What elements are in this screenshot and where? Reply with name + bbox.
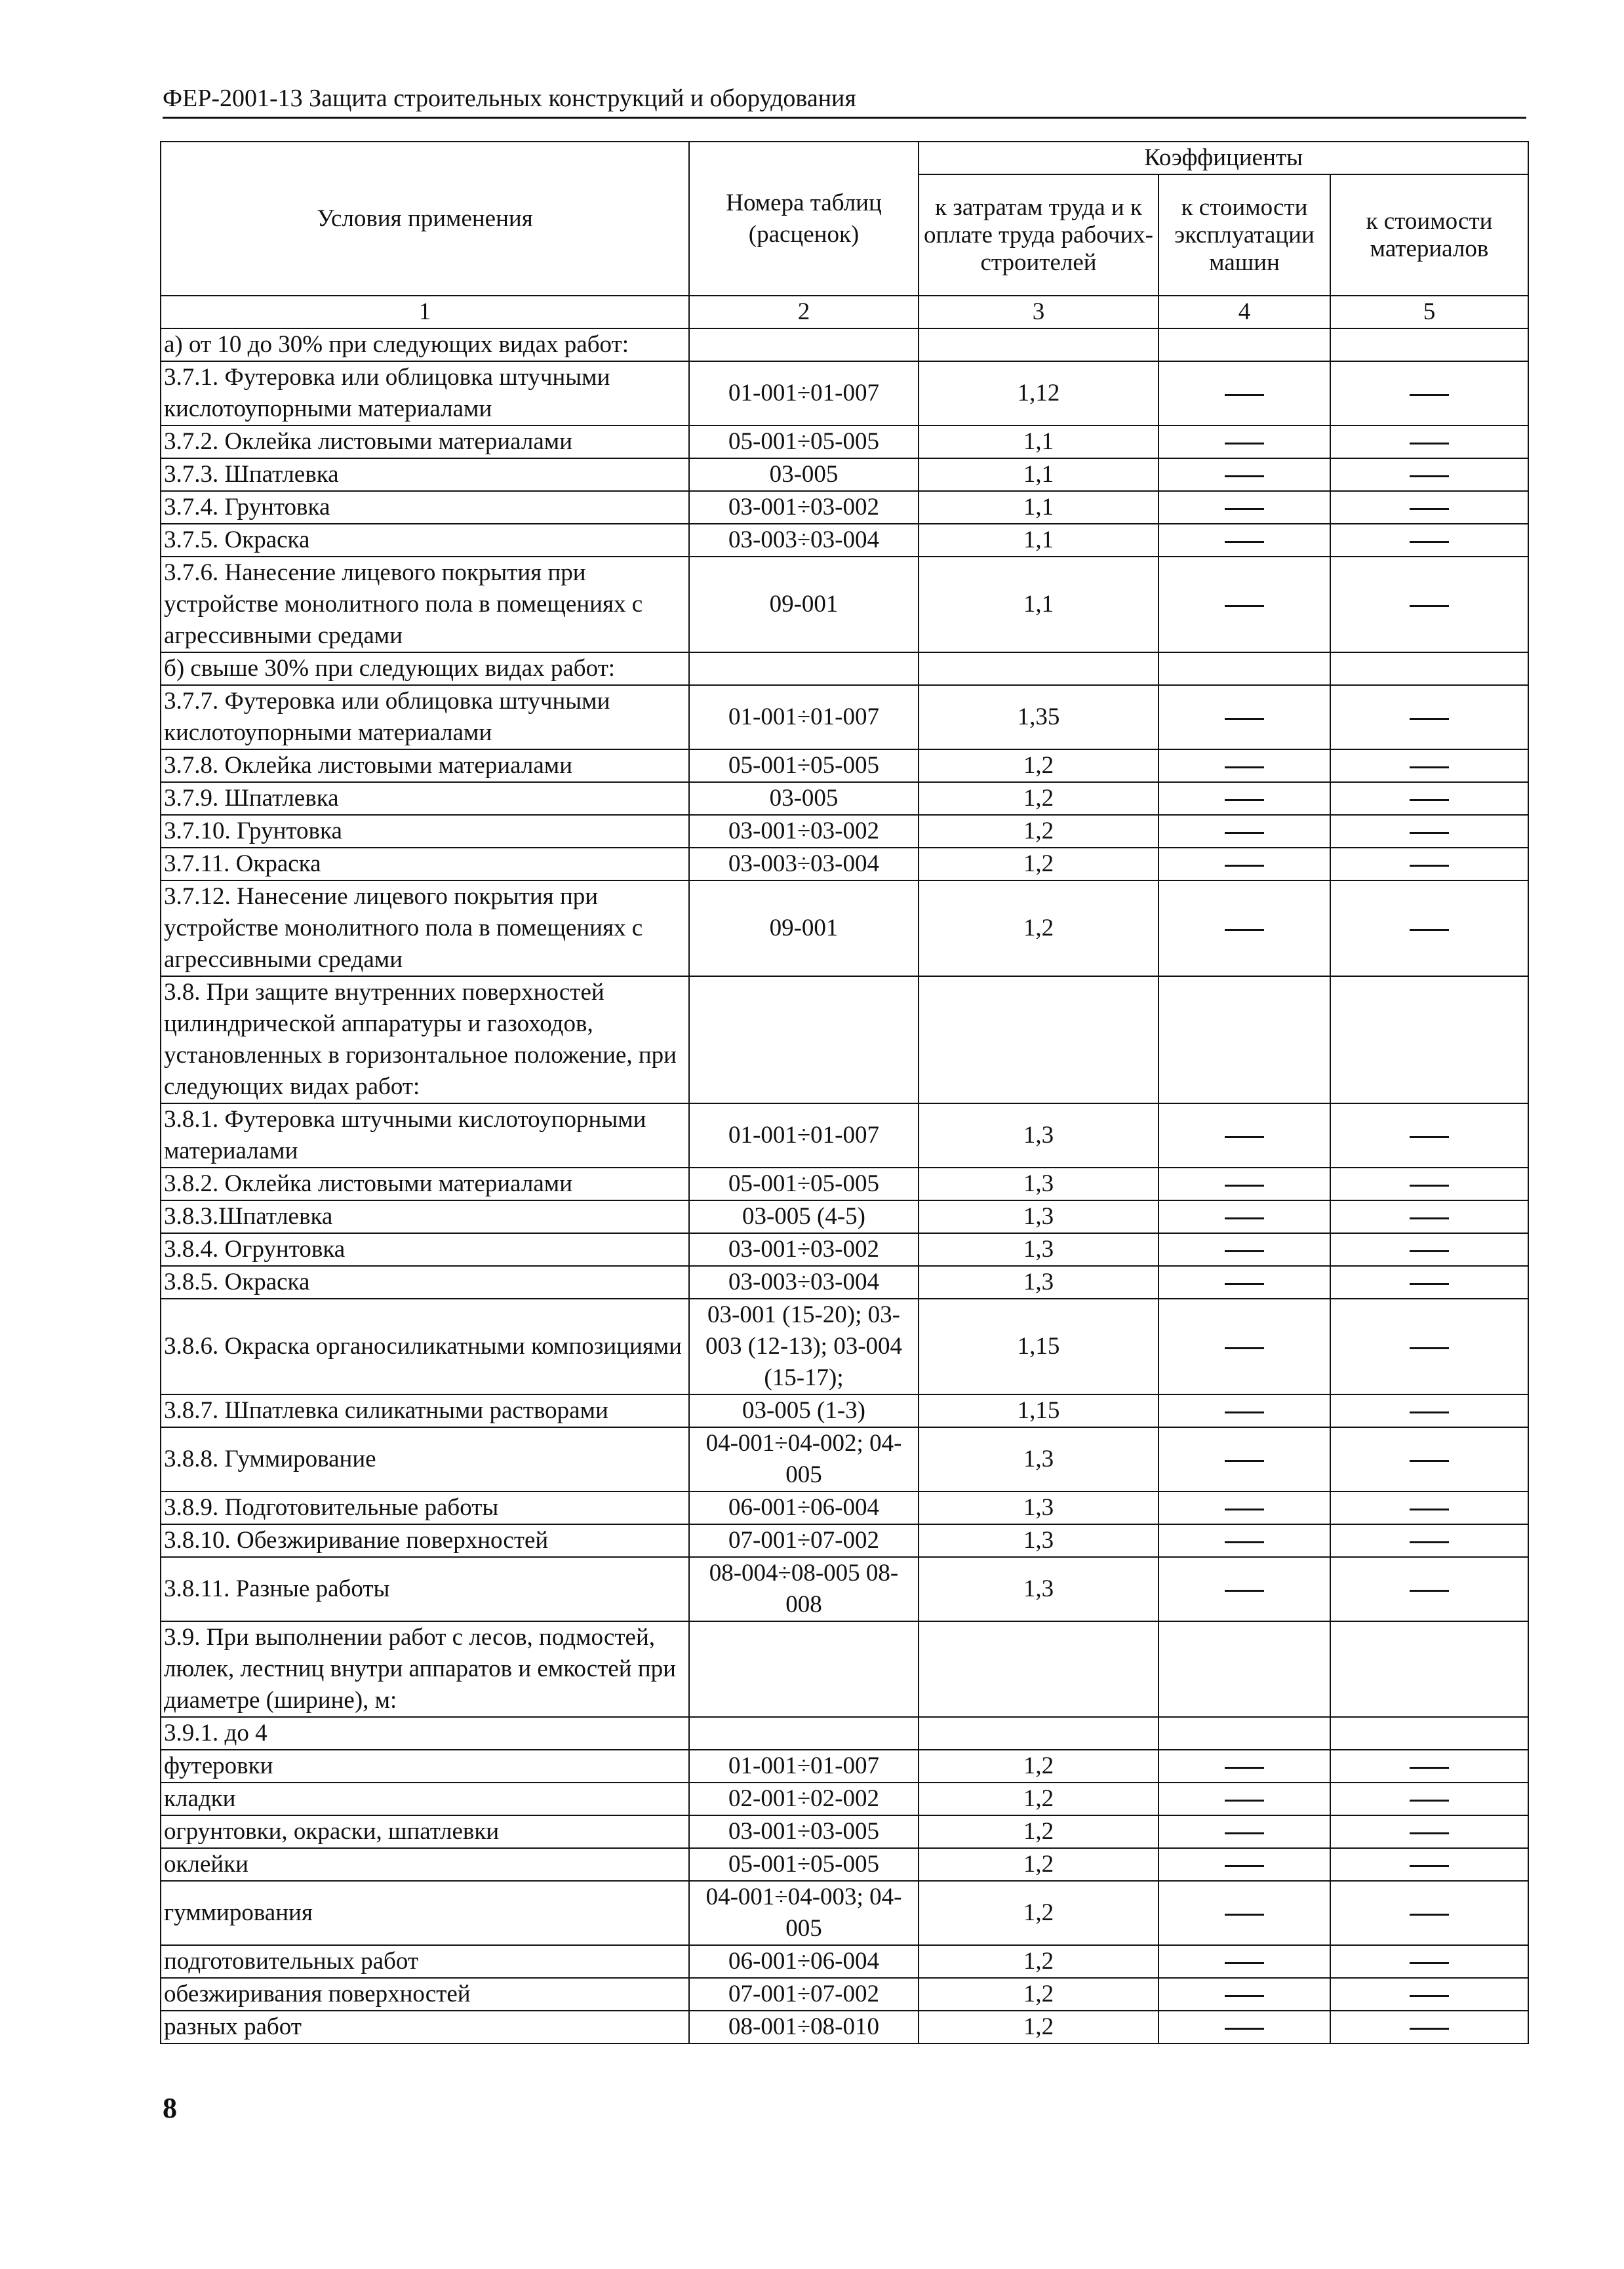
dash-mark xyxy=(1410,1136,1449,1138)
dash-mark xyxy=(1410,443,1449,444)
dash-mark xyxy=(1225,718,1264,720)
dash-mark xyxy=(1225,1347,1264,1349)
condition-cell: 3.7.4. Грунтовка xyxy=(161,491,689,524)
machines-coefficient-cell xyxy=(1159,1168,1330,1200)
col-number: 1 xyxy=(161,296,689,328)
col-number: 4 xyxy=(1159,296,1330,328)
header-coefficients: Коэффициенты xyxy=(919,142,1528,174)
condition-cell: 3.7.6. Нанесение лицевого покрытия при устройстве монолитного пола в помещениях с агрессивными средами xyxy=(161,557,689,652)
labor-coefficient-cell: 1,12 xyxy=(919,361,1159,425)
materials-coefficient-cell xyxy=(1330,2011,1528,2043)
machines-coefficient-cell xyxy=(1159,749,1330,782)
table-row xyxy=(161,491,1528,524)
labor-coefficient-cell: 1,2 xyxy=(919,848,1159,880)
tables-cell: 09-001 xyxy=(689,557,919,652)
tables-cell: 03-003÷03-004 xyxy=(689,848,919,880)
tables-cell: 05-001÷05-005 xyxy=(689,1168,919,1200)
table-row xyxy=(161,1299,1528,1394)
dash-mark xyxy=(1410,605,1449,607)
machines-coefficient-cell xyxy=(1159,1848,1330,1881)
tables-cell: 01-001÷01-007 xyxy=(689,361,919,425)
table-row xyxy=(161,1200,1528,1233)
tables-cell: 03-005 xyxy=(689,782,919,815)
condition-cell: кладки xyxy=(161,1783,689,1815)
dash-mark xyxy=(1225,1590,1264,1592)
labor-coefficient-cell: 1,2 xyxy=(919,1881,1159,1945)
tables-cell: 03-001÷03-002 xyxy=(689,491,919,524)
machines-coefficient-cell xyxy=(1159,1266,1330,1299)
machines-coefficient-cell xyxy=(1159,1750,1330,1783)
materials-coefficient-cell xyxy=(1330,685,1528,749)
dash-mark xyxy=(1410,1962,1449,1964)
condition-cell: 3.8. При защите внутренних поверхностей цилиндрической аппаратуры и газоходов, установленных в горизонтальное положение, при следующих видах работ: xyxy=(161,976,689,1103)
labor-coefficient-cell: 1,2 xyxy=(919,2011,1159,2043)
labor-coefficient-cell: 1,2 xyxy=(919,1848,1159,1881)
dash-mark xyxy=(1410,1347,1449,1349)
condition-cell: оклейки xyxy=(161,1848,689,1881)
table-row xyxy=(161,880,1528,976)
tables-cell: 01-001÷01-007 xyxy=(689,1750,919,1783)
page-number: 8 xyxy=(163,2092,177,2124)
header-materials: к стоимости материалов xyxy=(1330,174,1528,296)
materials-coefficient-cell xyxy=(1330,1266,1528,1299)
table-row xyxy=(161,458,1528,491)
dash-mark xyxy=(1410,1995,1449,1997)
table-row xyxy=(161,1394,1528,1427)
tables-cell: 03-005 xyxy=(689,458,919,491)
table-row xyxy=(161,1815,1528,1848)
labor-coefficient-cell: 1,3 xyxy=(919,1233,1159,1266)
table-row xyxy=(161,782,1528,815)
machines-coefficient-cell xyxy=(1159,782,1330,815)
table-row xyxy=(161,1881,1528,1945)
dash-mark xyxy=(1410,1865,1449,1867)
table-row xyxy=(161,2011,1528,2043)
condition-cell: гуммирования xyxy=(161,1881,689,1945)
tables-cell: 02-001÷02-002 xyxy=(689,1783,919,1815)
machines-coefficient-cell xyxy=(1159,685,1330,749)
labor-coefficient-cell: 1,15 xyxy=(919,1299,1159,1394)
header-machines: к стоимости эксплуатации машин xyxy=(1159,174,1330,296)
materials-coefficient-cell xyxy=(1330,848,1528,880)
table-row xyxy=(161,557,1528,652)
machines-coefficient-cell xyxy=(1159,1557,1330,1621)
tables-cell: 05-001÷05-005 xyxy=(689,425,919,458)
labor-coefficient-cell: 1,2 xyxy=(919,1978,1159,2011)
table-row xyxy=(161,1945,1528,1978)
labor-coefficient-cell: 1,2 xyxy=(919,1783,1159,1815)
table-row xyxy=(161,685,1528,749)
condition-cell: 3.8.10. Обезжиривание поверхностей xyxy=(161,1524,689,1557)
dash-mark xyxy=(1225,1460,1264,1462)
labor-coefficient-cell xyxy=(919,976,1159,1103)
table-row xyxy=(161,1491,1528,1524)
tables-cell xyxy=(689,1621,919,1717)
dash-mark xyxy=(1410,1509,1449,1510)
labor-coefficient-cell: 1,1 xyxy=(919,491,1159,524)
tables-cell: 06-001÷06-004 xyxy=(689,1945,919,1978)
labor-coefficient-cell: 1,3 xyxy=(919,1200,1159,1233)
materials-coefficient-cell xyxy=(1330,1621,1528,1717)
table-row xyxy=(161,976,1528,1103)
table-row xyxy=(161,1103,1528,1168)
col-number: 5 xyxy=(1330,296,1528,328)
materials-coefficient-cell xyxy=(1330,652,1528,685)
table-row xyxy=(161,425,1528,458)
materials-coefficient-cell xyxy=(1330,1848,1528,1881)
labor-coefficient-cell: 1,1 xyxy=(919,458,1159,491)
labor-coefficient-cell: 1,15 xyxy=(919,1394,1159,1427)
table-row xyxy=(161,1557,1528,1621)
dash-mark xyxy=(1410,541,1449,543)
materials-coefficient-cell xyxy=(1330,557,1528,652)
labor-coefficient-cell: 1,1 xyxy=(919,425,1159,458)
materials-coefficient-cell xyxy=(1330,815,1528,848)
condition-cell: 3.8.2. Оклейка листовыми материалами xyxy=(161,1168,689,1200)
dash-mark xyxy=(1410,1283,1449,1285)
materials-coefficient-cell xyxy=(1330,491,1528,524)
machines-coefficient-cell xyxy=(1159,652,1330,685)
materials-coefficient-cell xyxy=(1330,1299,1528,1394)
dash-mark xyxy=(1225,832,1264,834)
tables-cell: 04-001÷04-002; 04-005 xyxy=(689,1427,919,1491)
machines-coefficient-cell xyxy=(1159,1717,1330,1750)
machines-coefficient-cell xyxy=(1159,1427,1330,1491)
labor-coefficient-cell: 1,3 xyxy=(919,1266,1159,1299)
table-row xyxy=(161,1750,1528,1783)
dash-mark xyxy=(1225,865,1264,867)
condition-cell: 3.7.11. Окраска xyxy=(161,848,689,880)
dash-mark xyxy=(1225,1136,1264,1138)
dash-mark xyxy=(1225,1541,1264,1543)
dash-mark xyxy=(1410,1590,1449,1592)
materials-coefficient-cell xyxy=(1330,1491,1528,1524)
dash-mark xyxy=(1225,1832,1264,1834)
tables-cell: 03-003÷03-004 xyxy=(689,524,919,557)
machines-coefficient-cell xyxy=(1159,815,1330,848)
dash-mark xyxy=(1225,508,1264,510)
labor-coefficient-cell: 1,3 xyxy=(919,1491,1159,1524)
labor-coefficient-cell: 1,1 xyxy=(919,524,1159,557)
dash-mark xyxy=(1410,1250,1449,1252)
tables-cell: 01-001÷01-007 xyxy=(689,1103,919,1168)
table-row xyxy=(161,652,1528,685)
header-labor: к затратам труда и к оплате труда рабочих-строителей xyxy=(919,174,1159,296)
table-row xyxy=(161,1848,1528,1881)
labor-coefficient-cell: 1,3 xyxy=(919,1103,1159,1168)
labor-coefficient-cell: 1,3 xyxy=(919,1557,1159,1621)
tables-cell: 03-005 (4-5) xyxy=(689,1200,919,1233)
tables-cell: 04-001÷04-003; 04-005 xyxy=(689,1881,919,1945)
table-body xyxy=(161,328,1528,2043)
dash-mark xyxy=(1225,605,1264,607)
labor-coefficient-cell: 1,35 xyxy=(919,685,1159,749)
condition-cell: подготовительных работ xyxy=(161,1945,689,1978)
header-tables: Номера таблиц (расценок) xyxy=(689,142,919,296)
condition-cell: футеровки xyxy=(161,1750,689,1783)
machines-coefficient-cell xyxy=(1159,1103,1330,1168)
machines-coefficient-cell xyxy=(1159,880,1330,976)
condition-cell: 3.8.8. Гуммирование xyxy=(161,1427,689,1491)
condition-cell: 3.9.1. до 4 xyxy=(161,1717,689,1750)
machines-coefficient-cell xyxy=(1159,458,1330,491)
table-row xyxy=(161,848,1528,880)
labor-coefficient-cell: 1,2 xyxy=(919,815,1159,848)
dash-mark xyxy=(1410,2028,1449,2030)
table-row xyxy=(161,1524,1528,1557)
condition-cell: 3.8.3.Шпатлевка xyxy=(161,1200,689,1233)
materials-coefficient-cell xyxy=(1330,1945,1528,1978)
tables-cell xyxy=(689,976,919,1103)
tables-cell: 08-004÷08-005 08-008 xyxy=(689,1557,919,1621)
header-conditions: Условия применения xyxy=(161,142,689,296)
condition-cell: 3.8.6. Окраска органосиликатными композициями xyxy=(161,1299,689,1394)
table-row xyxy=(161,1233,1528,1266)
machines-coefficient-cell xyxy=(1159,1394,1330,1427)
machines-coefficient-cell xyxy=(1159,557,1330,652)
condition-cell: 3.8.11. Разные работы xyxy=(161,1557,689,1621)
dash-mark xyxy=(1410,1411,1449,1413)
condition-cell: 3.7.3. Шпатлевка xyxy=(161,458,689,491)
dash-mark xyxy=(1225,443,1264,444)
tables-cell xyxy=(689,652,919,685)
machines-coefficient-cell xyxy=(1159,524,1330,557)
materials-coefficient-cell xyxy=(1330,458,1528,491)
tables-cell: 06-001÷06-004 xyxy=(689,1491,919,1524)
dash-mark xyxy=(1225,541,1264,543)
dash-mark xyxy=(1225,1800,1264,1802)
condition-cell: 3.8.1. Футеровка штучными кислотоупорными материалами xyxy=(161,1103,689,1168)
condition-cell: 3.8.5. Окраска xyxy=(161,1266,689,1299)
machines-coefficient-cell xyxy=(1159,1621,1330,1717)
dash-mark xyxy=(1410,1460,1449,1462)
materials-coefficient-cell xyxy=(1330,1394,1528,1427)
materials-coefficient-cell xyxy=(1330,749,1528,782)
tables-cell: 07-001÷07-002 xyxy=(689,1978,919,2011)
dash-mark xyxy=(1410,1217,1449,1219)
dash-mark xyxy=(1410,475,1449,477)
condition-cell: 3.9. При выполнении работ с лесов, подмостей, люлек, лестниц внутри аппаратов и емкостей при диаметре (ширине), м: xyxy=(161,1621,689,1717)
dash-mark xyxy=(1225,1283,1264,1285)
table-row xyxy=(161,524,1528,557)
materials-coefficient-cell xyxy=(1330,782,1528,815)
machines-coefficient-cell xyxy=(1159,1881,1330,1945)
materials-coefficient-cell xyxy=(1330,1978,1528,2011)
page-header: ФЕР-2001-13 Защита строительных конструкций и оборудования xyxy=(163,84,1526,119)
materials-coefficient-cell xyxy=(1330,880,1528,976)
col-number: 2 xyxy=(689,296,919,328)
machines-coefficient-cell xyxy=(1159,1524,1330,1557)
materials-coefficient-cell xyxy=(1330,1815,1528,1848)
machines-coefficient-cell xyxy=(1159,848,1330,880)
tables-cell: 03-001÷03-005 xyxy=(689,1815,919,1848)
col-number: 3 xyxy=(919,296,1159,328)
machines-coefficient-cell xyxy=(1159,1978,1330,2011)
dash-mark xyxy=(1225,1767,1264,1769)
machines-coefficient-cell xyxy=(1159,1233,1330,1266)
materials-coefficient-cell xyxy=(1330,524,1528,557)
tables-cell xyxy=(689,1717,919,1750)
dash-mark xyxy=(1410,1541,1449,1543)
materials-coefficient-cell xyxy=(1330,1557,1528,1621)
dash-mark xyxy=(1225,1217,1264,1219)
materials-coefficient-cell xyxy=(1330,1168,1528,1200)
dash-mark xyxy=(1225,929,1264,931)
tables-cell: 03-003÷03-004 xyxy=(689,1266,919,1299)
dash-mark xyxy=(1225,799,1264,801)
dash-mark xyxy=(1410,929,1449,931)
materials-coefficient-cell xyxy=(1330,1233,1528,1266)
tables-cell: 03-005 (1-3) xyxy=(689,1394,919,1427)
labor-coefficient-cell: 1,2 xyxy=(919,1750,1159,1783)
machines-coefficient-cell xyxy=(1159,976,1330,1103)
dash-mark xyxy=(1410,718,1449,720)
condition-cell: обезжиривания поверхностей xyxy=(161,1978,689,2011)
dash-mark xyxy=(1410,394,1449,396)
materials-coefficient-cell xyxy=(1330,1200,1528,1233)
dash-mark xyxy=(1225,394,1264,396)
machines-coefficient-cell xyxy=(1159,1783,1330,1815)
condition-cell: 3.7.9. Шпатлевка xyxy=(161,782,689,815)
materials-coefficient-cell xyxy=(1330,1103,1528,1168)
materials-coefficient-cell xyxy=(1330,1881,1528,1945)
condition-cell: 3.7.1. Футеровка или облицовка штучными кислотоупорными материалами xyxy=(161,361,689,425)
condition-cell: а) от 10 до 30% при следующих видах работ: xyxy=(161,328,689,361)
dash-mark xyxy=(1410,1832,1449,1834)
condition-cell: огрунтовки, окраски, шпатлевки xyxy=(161,1815,689,1848)
dash-mark xyxy=(1225,1962,1264,1964)
dash-mark xyxy=(1225,1250,1264,1252)
condition-cell: 3.7.2. Оклейка листовыми материалами xyxy=(161,425,689,458)
tables-cell: 05-001÷05-005 xyxy=(689,1848,919,1881)
condition-cell: 3.8.7. Шпатлевка силикатными растворами xyxy=(161,1394,689,1427)
condition-cell: 3.7.8. Оклейка листовыми материалами xyxy=(161,749,689,782)
labor-coefficient-cell: 1,2 xyxy=(919,880,1159,976)
machines-coefficient-cell xyxy=(1159,328,1330,361)
condition-cell: 3.8.9. Подготовительные работы xyxy=(161,1491,689,1524)
dash-mark xyxy=(1225,1411,1264,1413)
machines-coefficient-cell xyxy=(1159,1491,1330,1524)
condition-cell: б) свыше 30% при следующих видах работ: xyxy=(161,652,689,685)
materials-coefficient-cell xyxy=(1330,1717,1528,1750)
machines-coefficient-cell xyxy=(1159,1299,1330,1394)
materials-coefficient-cell xyxy=(1330,1783,1528,1815)
dash-mark xyxy=(1410,766,1449,768)
labor-coefficient-cell: 1,3 xyxy=(919,1168,1159,1200)
dash-mark xyxy=(1225,1185,1264,1187)
tables-cell: 09-001 xyxy=(689,880,919,976)
labor-coefficient-cell: 1,3 xyxy=(919,1524,1159,1557)
labor-coefficient-cell: 1,1 xyxy=(919,557,1159,652)
tables-cell: 07-001÷07-002 xyxy=(689,1524,919,1557)
condition-cell: 3.7.5. Окраска xyxy=(161,524,689,557)
dash-mark xyxy=(1410,1914,1449,1916)
dash-mark xyxy=(1225,1865,1264,1867)
machines-coefficient-cell xyxy=(1159,2011,1330,2043)
table-row xyxy=(161,815,1528,848)
table-row xyxy=(161,1427,1528,1491)
condition-cell: разных работ xyxy=(161,2011,689,2043)
labor-coefficient-cell xyxy=(919,1717,1159,1750)
machines-coefficient-cell xyxy=(1159,1945,1330,1978)
dash-mark xyxy=(1410,832,1449,834)
condition-cell: 3.7.7. Футеровка или облицовка штучными кислотоупорными материалами xyxy=(161,685,689,749)
labor-coefficient-cell xyxy=(919,1621,1159,1717)
materials-coefficient-cell xyxy=(1330,1750,1528,1783)
machines-coefficient-cell xyxy=(1159,425,1330,458)
table-row xyxy=(161,1168,1528,1200)
tables-cell: 01-001÷01-007 xyxy=(689,685,919,749)
condition-cell: 3.7.10. Грунтовка xyxy=(161,815,689,848)
table-row xyxy=(161,1266,1528,1299)
materials-coefficient-cell xyxy=(1330,361,1528,425)
labor-coefficient-cell xyxy=(919,652,1159,685)
table-row xyxy=(161,749,1528,782)
dash-mark xyxy=(1225,1509,1264,1510)
machines-coefficient-cell xyxy=(1159,491,1330,524)
dash-mark xyxy=(1225,766,1264,768)
dash-mark xyxy=(1410,865,1449,867)
table-row xyxy=(161,1621,1528,1717)
dash-mark xyxy=(1225,1995,1264,1997)
dash-mark xyxy=(1225,475,1264,477)
dash-mark xyxy=(1225,2028,1264,2030)
labor-coefficient-cell xyxy=(919,328,1159,361)
table-row xyxy=(161,328,1528,361)
materials-coefficient-cell xyxy=(1330,1427,1528,1491)
tables-cell: 03-001 (15-20); 03-003 (12-13); 03-004 (15-17); xyxy=(689,1299,919,1394)
dash-mark xyxy=(1410,508,1449,510)
table-row xyxy=(161,361,1528,425)
machines-coefficient-cell xyxy=(1159,1815,1330,1848)
tables-cell xyxy=(689,328,919,361)
table-row xyxy=(161,1978,1528,2011)
machines-coefficient-cell xyxy=(1159,1200,1330,1233)
machines-coefficient-cell xyxy=(1159,361,1330,425)
condition-cell: 3.7.12. Нанесение лицевого покрытия при устройстве монолитного пола в помещениях с агрессивными средами xyxy=(161,880,689,976)
materials-coefficient-cell xyxy=(1330,328,1528,361)
labor-coefficient-cell: 1,3 xyxy=(919,1427,1159,1491)
tables-cell: 03-001÷03-002 xyxy=(689,1233,919,1266)
materials-coefficient-cell xyxy=(1330,425,1528,458)
tables-cell: 08-001÷08-010 xyxy=(689,2011,919,2043)
dash-mark xyxy=(1410,1767,1449,1769)
dash-mark xyxy=(1225,1914,1264,1916)
tables-cell: 05-001÷05-005 xyxy=(689,749,919,782)
dash-mark xyxy=(1410,1800,1449,1802)
materials-coefficient-cell xyxy=(1330,1524,1528,1557)
coefficients-table xyxy=(160,141,1529,2044)
tables-cell: 03-001÷03-002 xyxy=(689,815,919,848)
labor-coefficient-cell: 1,2 xyxy=(919,1945,1159,1978)
dash-mark xyxy=(1410,799,1449,801)
labor-coefficient-cell: 1,2 xyxy=(919,782,1159,815)
labor-coefficient-cell: 1,2 xyxy=(919,1815,1159,1848)
labor-coefficient-cell: 1,2 xyxy=(919,749,1159,782)
table-row xyxy=(161,1717,1528,1750)
table-row xyxy=(161,1783,1528,1815)
dash-mark xyxy=(1410,1185,1449,1187)
materials-coefficient-cell xyxy=(1330,976,1528,1103)
condition-cell: 3.8.4. Огрунтовка xyxy=(161,1233,689,1266)
